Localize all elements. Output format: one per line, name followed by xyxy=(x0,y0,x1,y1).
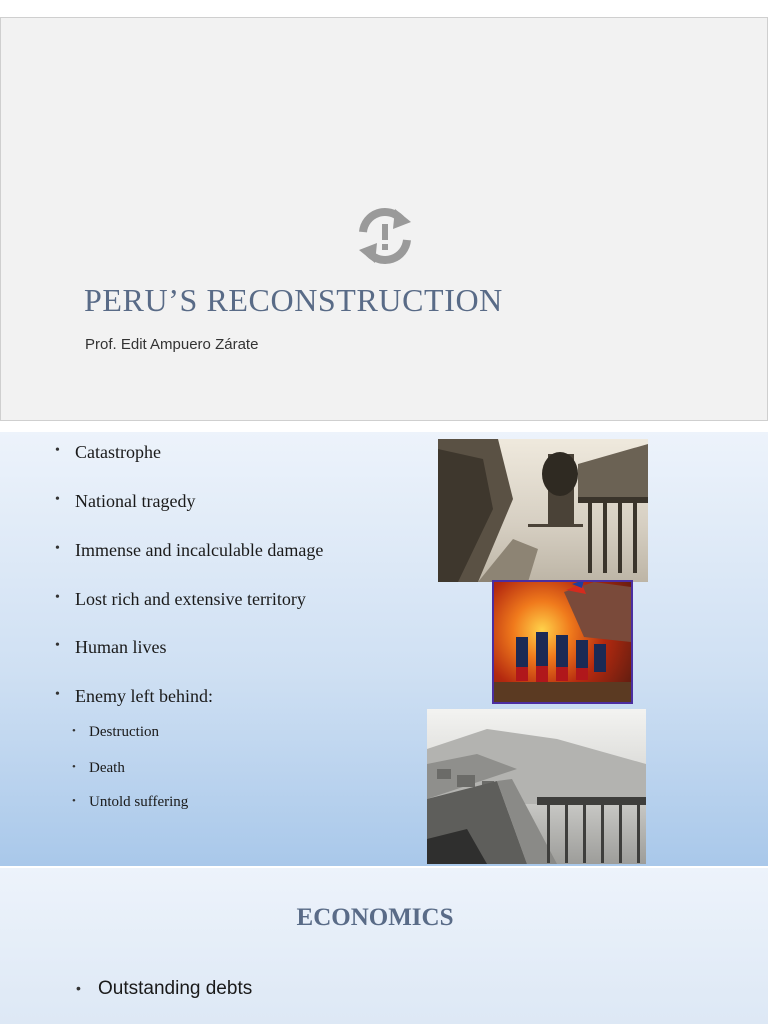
sync-alert-icon xyxy=(351,202,419,270)
bullet-outstanding-debts: • Outstanding debts xyxy=(98,978,252,1000)
battle-painting xyxy=(492,580,633,704)
content-slide xyxy=(0,432,768,866)
sub-bullet-untold-suffering: • Untold suffering xyxy=(89,794,188,811)
bullet-enemy-left-behind: • Enemy left behind: xyxy=(75,686,213,707)
bullet-human-lives: • Human lives xyxy=(75,637,167,658)
harbor-town-illustration xyxy=(427,709,646,864)
bullet-lost-territory: • Lost rich and extensive territory xyxy=(75,589,306,610)
sepia-street-illustration xyxy=(438,439,648,582)
harbor-town-photo xyxy=(427,709,646,864)
slide-title: PERU’S RECONSTRUCTION xyxy=(84,282,503,318)
sub-bullet-death: • Death xyxy=(89,760,125,777)
sub-bullet-destruction: • Destruction xyxy=(89,724,159,741)
title-slide xyxy=(0,17,768,421)
slide-subtitle: Prof. Edit Ampuero Zárate xyxy=(85,336,259,353)
bullet-damage: • Immense and incalculable damage xyxy=(75,540,323,561)
economics-title: ECONOMICS xyxy=(296,904,454,931)
battle-illustration xyxy=(494,582,631,702)
sepia-street-photo xyxy=(438,439,648,582)
bullet-national-tragedy: • National tragedy xyxy=(75,491,195,512)
economics-slide xyxy=(0,868,768,1024)
bullet-catastrophe: • Catastrophe xyxy=(75,442,161,463)
